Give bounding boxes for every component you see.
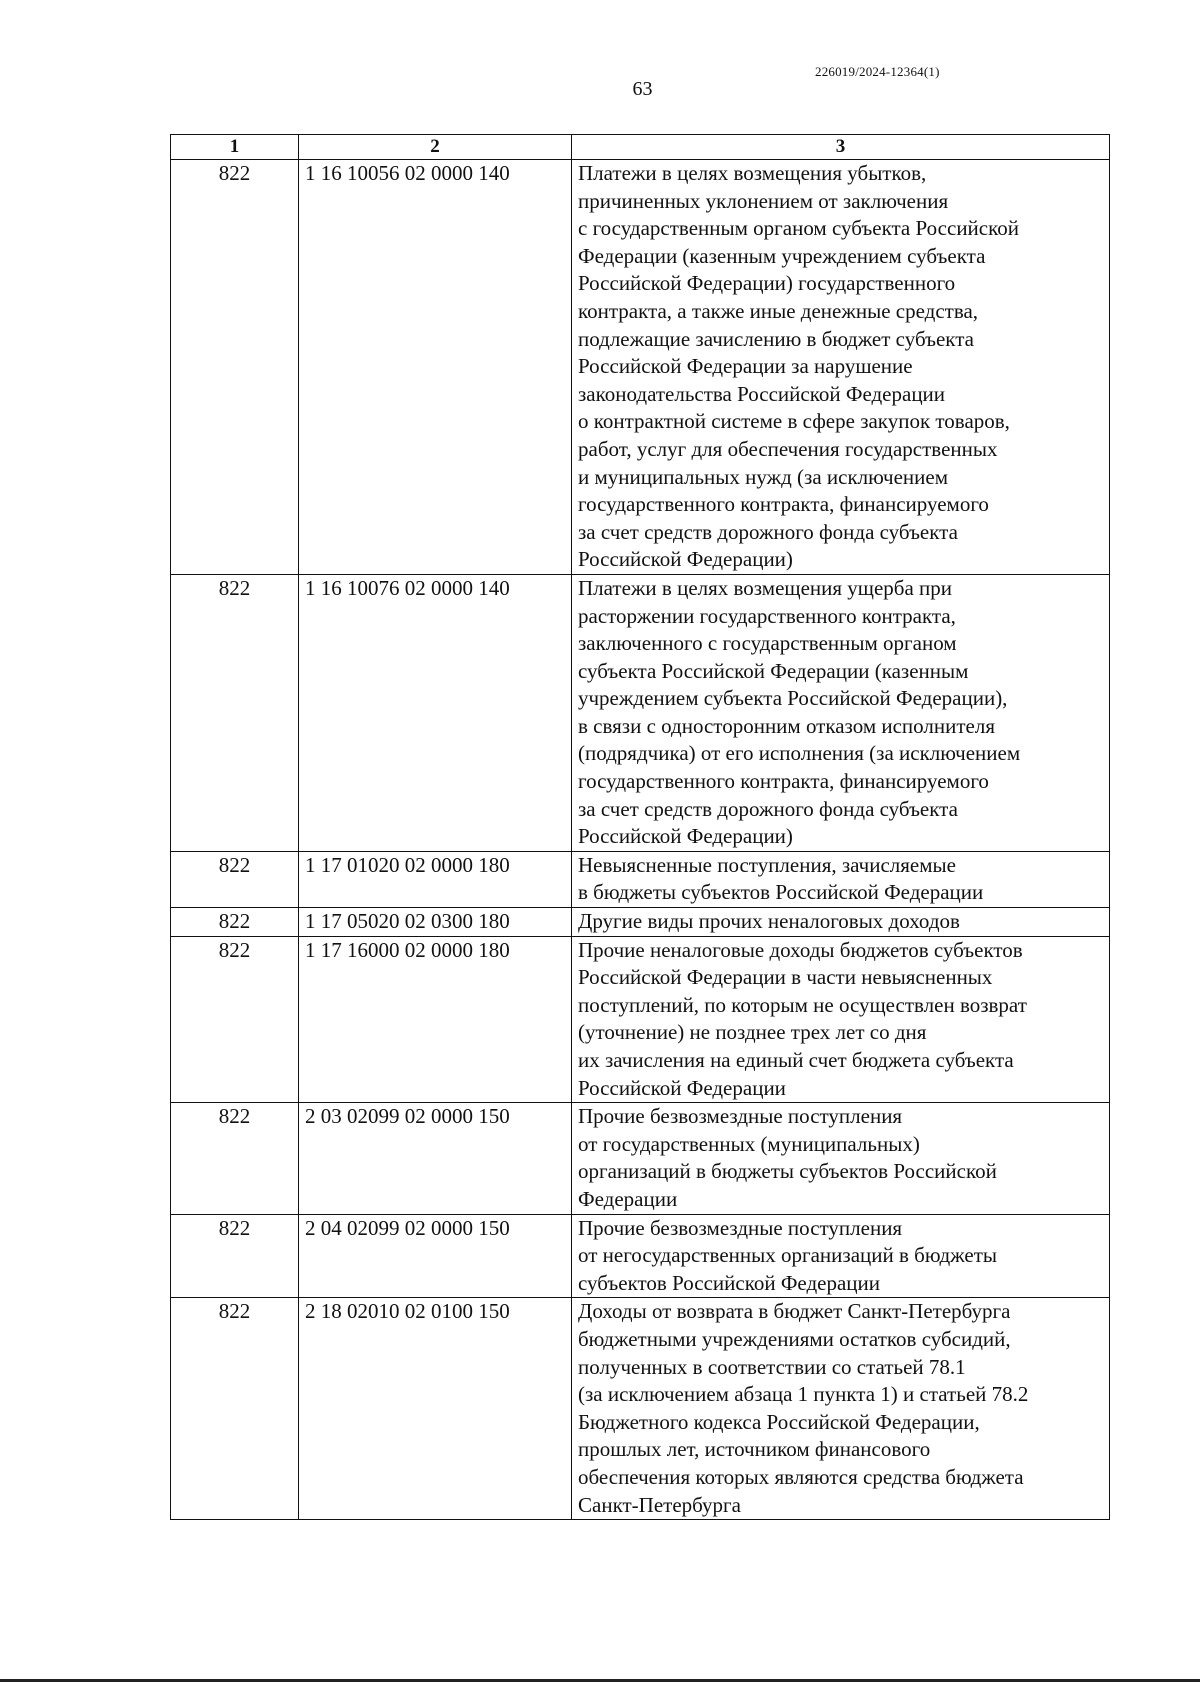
table-body <box>171 160 1110 1520</box>
admin-code-cell: 822 <box>171 936 299 1103</box>
income-description-cell: Другие виды прочих неналоговых доходов <box>572 908 1110 937</box>
income-description-cell: Доходы от возврата в бюджет Санкт-Петербурга бюджетными учреждениями остатков субсидий, полученных в соответствии со статьей 78.1 (за исключением абзаца 1 пункта 1) и статьей 78.2 Бюджетного кодекса Российской Федерации, прошлых лет, источником финансового обеспечения которых являются средства бюджета Санкт-Петербурга <box>572 1298 1110 1520</box>
table-row <box>171 1298 1110 1520</box>
table-row <box>171 1214 1110 1298</box>
admin-code-cell: 822 <box>171 851 299 907</box>
column-header-2: 2 <box>299 135 572 160</box>
table-row <box>171 908 1110 937</box>
budget-classification-code-cell: 2 04 02099 02 0000 150 <box>299 1214 572 1298</box>
income-description-cell: Платежи в целях возмещения убытков, причиненных уклонением от заключения с государственным органом субъекта Российской Федерации (казенным учреждением субъекта Российской Федерации) государственного контракта, а также иные денежные средства, подлежащие зачислению в бюджет субъекта Российской Федерации за нарушение законодательства Российской Федерации о контрактной системе в сфере закупок товаров, работ, услуг для обеспечения государственных и муниципальных нужд (за исключением государственного контракта, финансируемого за счет средств дорожного фонда субъекта Российской Федерации) <box>572 160 1110 575</box>
document-registration-number: 226019/2024-12364(1) <box>815 64 940 79</box>
budget-classification-code-cell: 1 16 10056 02 0000 140 <box>299 160 572 575</box>
budget-codes-table <box>170 134 1110 1520</box>
column-header-3: 3 <box>572 135 1110 160</box>
budget-classification-code-cell: 1 16 10076 02 0000 140 <box>299 574 572 851</box>
admin-code-cell: 822 <box>171 1298 299 1520</box>
income-description-cell: Невыясненные поступления, зачисляемые в бюджеты субъектов Российской Федерации <box>572 851 1110 907</box>
budget-classification-code-cell: 1 17 01020 02 0000 180 <box>299 851 572 907</box>
table-header-row <box>171 135 1110 160</box>
table-row <box>171 1103 1110 1214</box>
admin-code-cell: 822 <box>171 1103 299 1214</box>
admin-code-cell: 822 <box>171 908 299 937</box>
admin-code-cell: 822 <box>171 1214 299 1298</box>
column-header-1: 1 <box>171 135 299 160</box>
table-row <box>171 936 1110 1103</box>
budget-classification-code-cell: 2 18 02010 02 0100 150 <box>299 1298 572 1520</box>
budget-classification-code-cell: 1 17 16000 02 0000 180 <box>299 936 572 1103</box>
table-row <box>171 574 1110 851</box>
admin-code-cell: 822 <box>171 574 299 851</box>
budget-classification-code-cell: 2 03 02099 02 0000 150 <box>299 1103 572 1214</box>
income-description-cell: Прочие безвозмездные поступления от негосударственных организаций в бюджеты субъектов Российской Федерации <box>572 1214 1110 1298</box>
table-row <box>171 160 1110 575</box>
income-description-cell: Прочие неналоговые доходы бюджетов субъектов Российской Федерации в части невыясненных поступлений, по которым не осуществлен возврат (уточнение) не позднее трех лет со дня их зачисления на единый счет бюджета субъекта Российской Федерации <box>572 936 1110 1103</box>
admin-code-cell: 822 <box>171 160 299 575</box>
budget-classification-code-cell: 1 17 05020 02 0300 180 <box>299 908 572 937</box>
income-description-cell: Платежи в целях возмещения ущерба при расторжении государственного контракта, заключенного с государственным органом субъекта Российской Федерации (казенным учреждением субъекта Российской Федерации), в связи с односторонним отказом исполнителя (подрядчика) от его исполнения (за исключением государственного контракта, финансируемого за счет средств дорожного фонда субъекта Российской Федерации) <box>572 574 1110 851</box>
table-row <box>171 851 1110 907</box>
page-bottom-edge <box>0 1679 1200 1682</box>
page-number: 63 <box>632 78 653 100</box>
income-description-cell: Прочие безвозмездные поступления от государственных (муниципальных) организаций в бюджеты субъектов Российской Федерации <box>572 1103 1110 1214</box>
